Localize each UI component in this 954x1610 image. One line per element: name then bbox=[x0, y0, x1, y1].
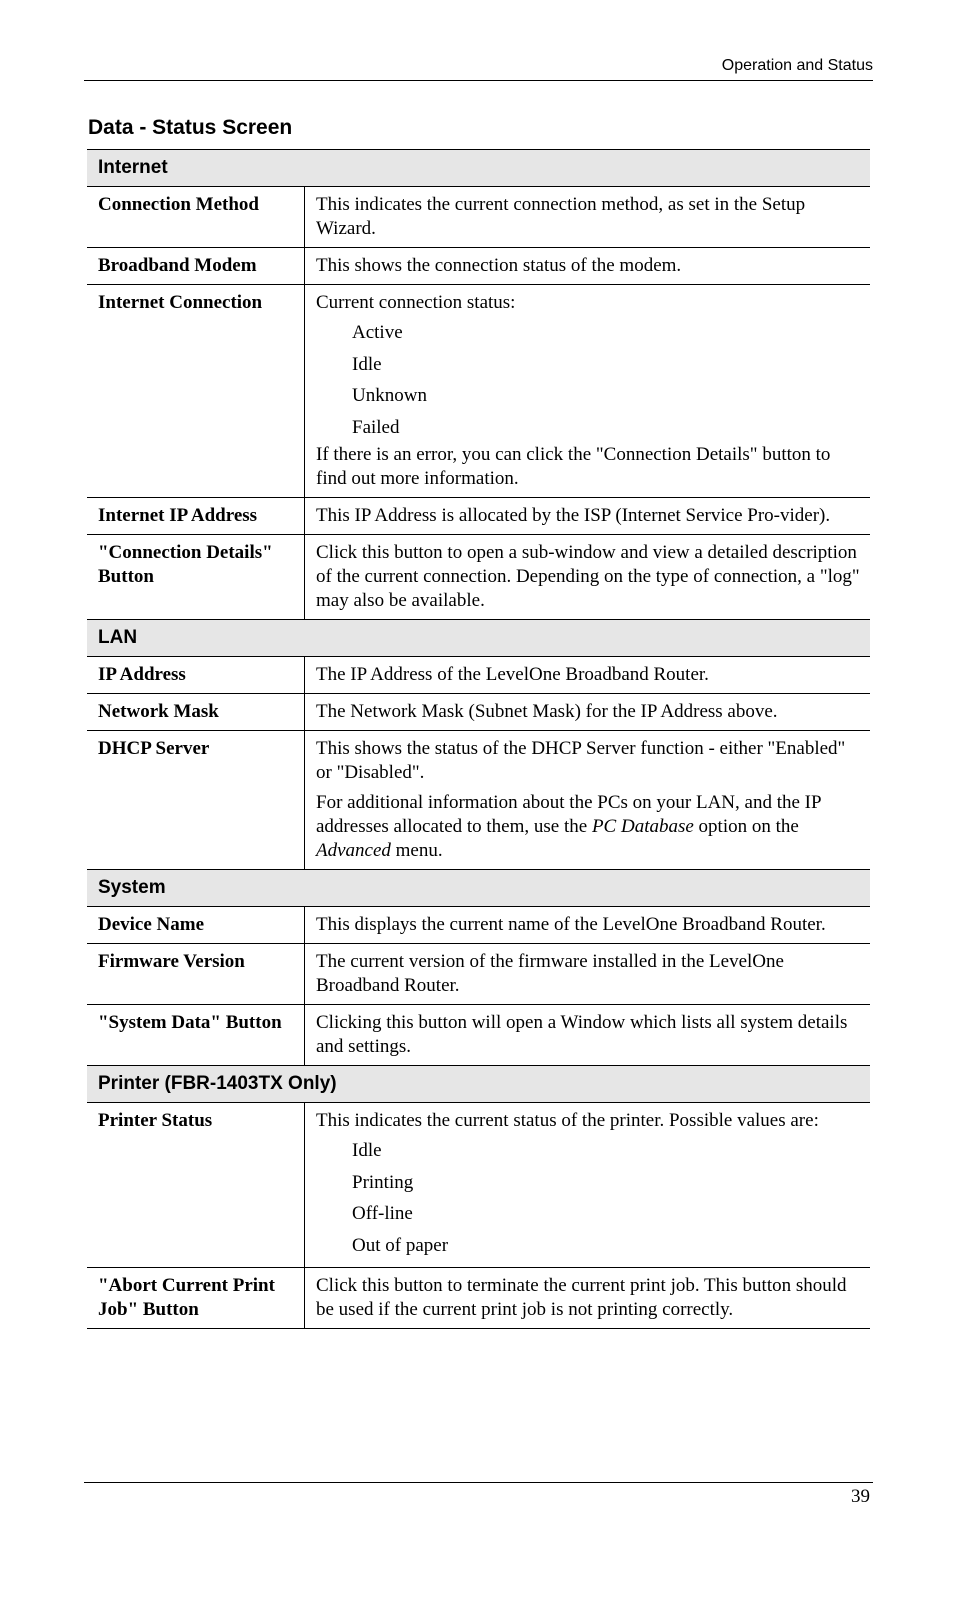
status-values-list bbox=[316, 1135, 860, 1261]
description-text: The current version of the firmware installed in the LevelOne Broadband Router. bbox=[316, 951, 784, 996]
section-heading-printer: Printer (FBR-1403TX Only) bbox=[87, 1066, 870, 1103]
status-table bbox=[87, 149, 870, 1329]
field-term: IP Address bbox=[87, 657, 305, 694]
page-number: 39 bbox=[851, 1486, 870, 1507]
field-description bbox=[305, 694, 871, 731]
description-text: The IP Address of the LevelOne Broadband Router. bbox=[316, 664, 709, 685]
status-value: Active bbox=[352, 322, 403, 343]
field-term: DHCP Server bbox=[87, 731, 305, 870]
running-header: Operation and Status bbox=[721, 57, 873, 74]
field-description bbox=[305, 285, 871, 498]
field-term: "System Data" Button bbox=[87, 1005, 305, 1066]
status-values-list bbox=[316, 317, 860, 443]
text-run: option on the bbox=[693, 816, 799, 837]
field-description bbox=[305, 187, 871, 248]
status-value: Failed bbox=[352, 416, 400, 438]
table-row bbox=[87, 1005, 870, 1066]
table-row bbox=[87, 535, 870, 620]
field-description bbox=[305, 1103, 871, 1268]
field-term: Firmware Version bbox=[87, 944, 305, 1005]
section-header-row bbox=[87, 150, 870, 187]
field-description bbox=[305, 1005, 871, 1066]
description-text: The Network Mask (Subnet Mask) for the IP Address above. bbox=[316, 701, 778, 722]
field-description bbox=[305, 1268, 871, 1329]
field-description bbox=[305, 248, 871, 285]
status-value: Unknown bbox=[352, 385, 427, 406]
section-heading-internet: Internet bbox=[87, 150, 870, 187]
field-term: Internet Connection bbox=[87, 285, 305, 498]
field-term: Printer Status bbox=[87, 1103, 305, 1268]
field-term: Broadband Modem bbox=[87, 248, 305, 285]
footer-divider bbox=[84, 1482, 873, 1483]
description-text: Current connection status: bbox=[316, 292, 516, 313]
table-row bbox=[87, 944, 870, 1005]
description-text: Click this button to open a sub-window and view a detailed description of the current connection. Depending on the type of connection, a "log" may also be available. bbox=[316, 542, 860, 611]
description-text: If there is an error, you can click the "Connection Details" button to find out more information. bbox=[316, 444, 831, 489]
description-text: Click this button to terminate the current print job. This button should be used if the current print job is not printing correctly. bbox=[316, 1275, 847, 1320]
table-row bbox=[87, 187, 870, 248]
table-row bbox=[87, 498, 870, 535]
field-description bbox=[305, 657, 871, 694]
section-header-row bbox=[87, 1066, 870, 1103]
table-row bbox=[87, 657, 870, 694]
status-value: Out of paper bbox=[352, 1234, 449, 1256]
description-text bbox=[316, 791, 860, 863]
field-term: Connection Method bbox=[87, 187, 305, 248]
status-value: Idle bbox=[352, 1140, 382, 1161]
description-text: This displays the current name of the LevelOne Broadband Router. bbox=[316, 914, 826, 935]
status-value: Printing bbox=[352, 1171, 414, 1193]
menu-option-name: PC Database bbox=[591, 816, 694, 837]
menu-name: Advanced bbox=[316, 840, 391, 861]
table-row bbox=[87, 285, 870, 498]
header-divider bbox=[84, 80, 873, 81]
field-description bbox=[305, 535, 871, 620]
description-text: This indicates the current connection method, as set in the Setup Wizard. bbox=[316, 194, 806, 239]
table-row bbox=[87, 248, 870, 285]
table-row bbox=[87, 907, 870, 944]
status-value: Idle bbox=[352, 353, 382, 375]
status-value: Off-line bbox=[352, 1203, 413, 1224]
field-description bbox=[305, 944, 871, 1005]
table-row bbox=[87, 731, 870, 870]
field-term: Device Name bbox=[87, 907, 305, 944]
field-term: Network Mask bbox=[87, 694, 305, 731]
page-section-title: Data - Status Screen bbox=[88, 116, 293, 139]
table-row bbox=[87, 694, 870, 731]
description-text: This shows the status of the DHCP Server function - either "Enabled" or "Disabled". bbox=[316, 738, 846, 783]
field-description bbox=[305, 731, 871, 870]
text-run: menu. bbox=[390, 840, 443, 861]
field-term: "Connection Details" Button bbox=[87, 535, 305, 620]
text-run: For additional information about the PCs on your LAN, and the IP addresses allocated to them, use the bbox=[316, 792, 821, 837]
field-description bbox=[305, 498, 871, 535]
field-term: Internet IP Address bbox=[87, 498, 305, 535]
section-heading-lan: LAN bbox=[87, 620, 870, 657]
field-term: "Abort Current Print Job" Button bbox=[87, 1268, 305, 1329]
description-text: This shows the connection status of the modem. bbox=[316, 255, 682, 276]
section-header-row bbox=[87, 620, 870, 657]
table-row bbox=[87, 1268, 870, 1329]
description-text: This IP Address is allocated by the ISP (Internet Service Pro-vider). bbox=[316, 505, 831, 526]
section-header-row bbox=[87, 870, 870, 907]
description-text: This indicates the current status of the printer. Possible values are: bbox=[316, 1110, 819, 1131]
table-row bbox=[87, 1103, 870, 1268]
description-text: Clicking this button will open a Window which lists all system details and settings. bbox=[316, 1012, 848, 1057]
section-heading-system: System bbox=[87, 870, 870, 907]
field-description bbox=[305, 907, 871, 944]
